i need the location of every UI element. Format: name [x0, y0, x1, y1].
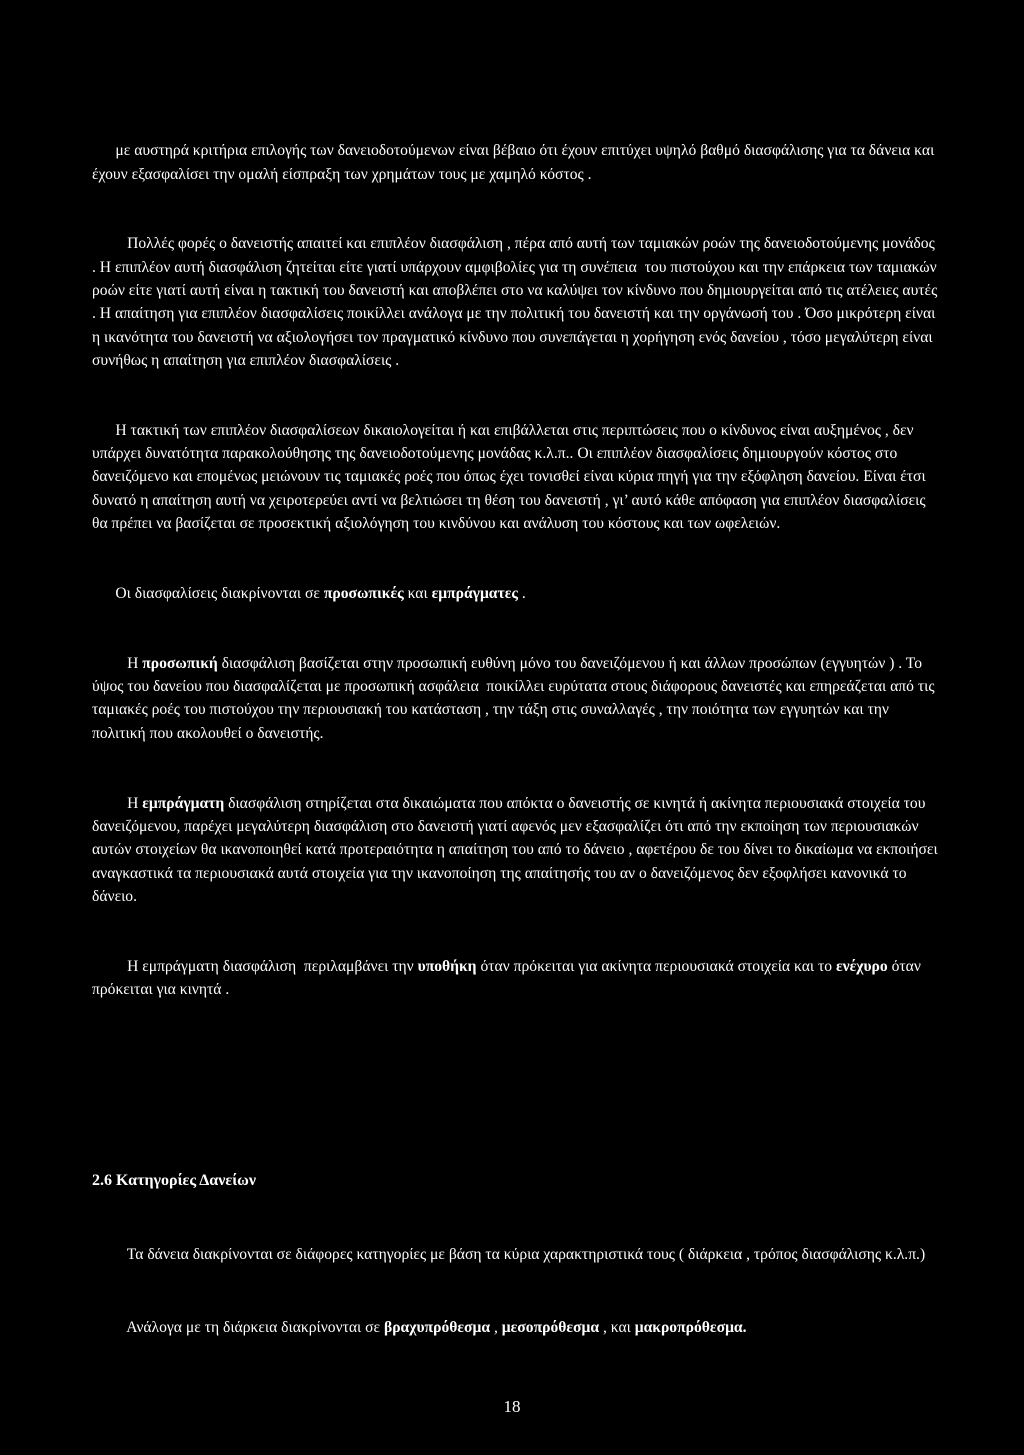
paragraph-3-text: Η τακτική των επιπλέον διασφαλίσεων δικαιολογείται ή και επιβάλλεται στις περιπτώσεις που ο κίνδυνος είναι αυξημένος , δεν υπάρχει δυνατότητα παρακολούθησης της δανειοδοτούμενης μονάδας κ.λ.π.. Οι επιπλέον διασφαλίσεις δημιουργούν κόστος στο δανειζόμενο και επομένως μειώνουν τις ταμιακές ροές που όπως έχει τονισθεί είναι κύρια πηγή για την εξόφληση δανείου. Είναι έτσι δυνατό η απαίτηση αυτή να χειροτερεύει αντί να βελτιώσει τη θέση του δανειστή , γι’ αυτό κάθε απόφαση για επιπλέον διασφαλίσεις θα πρέπει να βασίζεται σε προσεκτική αξιολόγηση του κινδύνου και ανάλυση του κόστους και των ωφελειών.	[92, 421, 930, 533]
paragraph-5-text-b: διασφάλιση βασίζεται στην προσωπική ευθύνη μόνο του δανειζόμενου ή και άλλων προσώπων (εγγυητών ) . Το ύψος του δανείου που διασφαλίζεται με προσωπική ασφάλεια ποικίλλει ευρύτατα στους διάφορους δανειστές και επηρεάζεται από τις ταμιακές ροές του πιστούχου την περιουσιακή του κατάσταση , την τάξη στις συναλλαγές , την ποιότητα των εγγυητών και την πολιτική που ακολουθεί ο δανειστής.	[92, 654, 939, 742]
term-medium-term: μεσοπρόθεσμα	[501, 1319, 600, 1336]
paragraph-7-text-b: όταν πρόκειται για ακίνητα περιουσιακά στοιχεία και το	[476, 957, 836, 975]
paragraph-1	[92, 116, 940, 209]
paragraph-6-text-b: διασφάλιση στηρίζεται στα δικαιώματα που απόκτα ο δανειστής σε κινητά ή ακίνητα περιουσιακά στοιχεία του δανειζόμενου, παρέχει μεγαλύτερη διασφάλιση στο δανειστή γιατί αφενός μεν εξασφαλίζει ότι από την εκποίηση των περιουσιακών αυτών στοιχείων θα ικανοποιηθεί κατά προτεραιότητα η απαίτηση του από το δάνειο , αφετέρου δε του δίνει το δικαίωμα να εκποιήσει αναγκαστικά τα περιουσιακά αυτά στοιχεία για την ικανοποίηση της απαίτησής του αν ο δανειζόμενος δεν εξοφλήσει κανονικά το δάνειο.	[92, 794, 942, 905]
section-body	[92, 1218, 940, 1365]
term-personal: προσωπικές	[323, 584, 404, 602]
term-long-term: μακροπρόθεσμα.	[634, 1319, 747, 1336]
paragraph-1-text: με αυστηρά κριτήρια επιλογής των δανειοδοτούμενων είναι βέβαιο ότι έχουν επιτύχει υψηλό βαθμό διασφάλισης για τα δάνεια και έχουν εξασφαλίσει την ομαλή είσπραξη των χρημάτων τους με χαμηλό κόστος .	[92, 142, 939, 183]
page-number: 18	[503, 1397, 521, 1416]
paragraph-4	[92, 559, 940, 629]
paragraph-4-text-c: .	[517, 584, 526, 602]
section-paragraph-2-text-c: , και	[599, 1319, 635, 1336]
paragraph-2	[92, 209, 940, 395]
paragraph-2-text: Πολλές φορές ο δανειστής απαιτεί και επιπλέον διασφάλιση , πέρα από αυτή των ταμιακών ροών της δανειοδοτούμενης μονάδος . Η επιπλέον αυτή διασφάλιση ζητείται είτε γιατί υπάρχουν αμφιβολίες για τη συνέπεια του πιστούχου και την επάρκεια των ταμιακών ροών είτε γιατί αυτή είναι η τακτική του δανειστή και αποβλέπει στο να καλύψει τον κίνδυνο που δημιουργείται από τις ατέλειες αυτές . Η απαίτηση για επιπλέον διασφαλίσεις ποικίλλει ανάλογα με την πολιτική του δανειστή και την οργάνωσή του . Όσο μικρότερη είναι η ικανότητα του δανειστή να αξιολογήσει τον πραγματικό κίνδυνο που συνεπάγεται η χορήγηση ενός δανείου , τόσο μεγαλύτερη είναι συνήθως η απαίτηση για επιπλέον διασφαλίσεις .	[92, 235, 942, 369]
section-paragraph-2	[92, 1292, 940, 1366]
paragraph-4-text-b: και	[403, 584, 432, 602]
paragraph-6-text-a: Η	[115, 794, 143, 812]
paragraph-7-text-a: Η εμπράγματη διασφάλιση περιλαμβάνει την	[115, 957, 418, 975]
paragraph-4-text-a: Οι διασφαλίσεις διακρίνονται σε	[115, 584, 324, 602]
paragraph-7-text-c: όταν πρόκειται για κινητά .	[92, 957, 925, 998]
section-paragraph-1-text: Τα δάνεια διακρίνονται σε διάφορες κατηγορίες με βάση τα κύρια χαρακτηριστικά τους ( διάρκεια , τρόπος διασφάλισης κ.λ.π.)	[115, 1245, 926, 1263]
section-paragraph-2-text-b: ,	[490, 1319, 502, 1336]
section-heading: 2.6 Κατηγορίες Δανείων	[92, 1172, 256, 1189]
term-pledge: ενέχυρο	[835, 957, 888, 975]
section-paragraph-2-text-a: Ανάλογα με τη διάρκεια διακρίνονται σε	[115, 1319, 384, 1336]
term-real-security: εμπράγματη	[142, 794, 225, 812]
paragraph-5-text-a: Η	[115, 654, 143, 672]
body-text	[92, 116, 940, 1025]
term-short-term: βραχυπρόθεσμα	[384, 1319, 491, 1336]
section-paragraph-1	[92, 1218, 940, 1292]
paragraph-5	[92, 629, 940, 769]
term-real: εμπράγματες	[431, 584, 518, 602]
term-personal-security: προσωπική	[142, 654, 218, 672]
paragraph-3	[92, 396, 940, 559]
paragraph-7	[92, 931, 940, 1024]
term-mortgage: υποθήκη	[417, 957, 477, 975]
paragraph-6	[92, 768, 940, 931]
